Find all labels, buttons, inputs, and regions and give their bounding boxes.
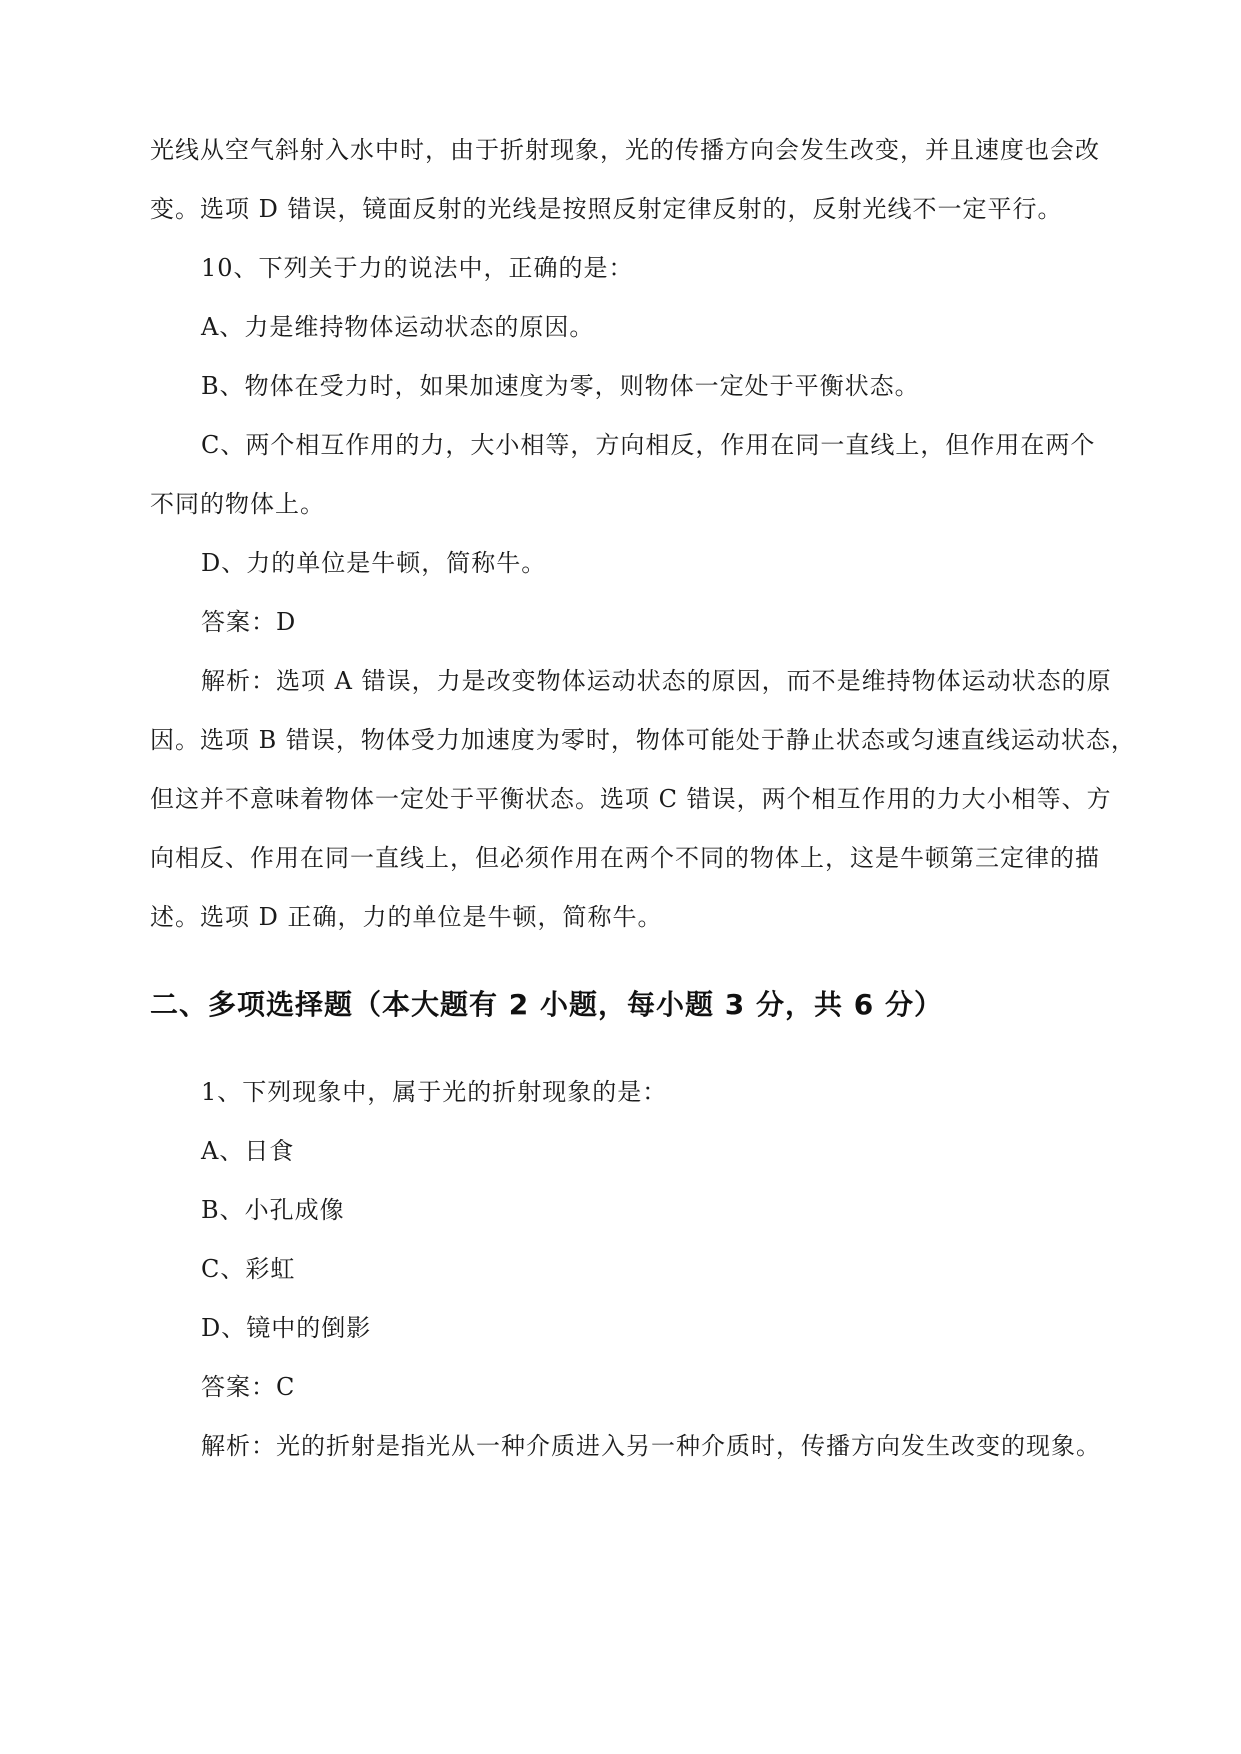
- question-10-analysis-line-4: 向相反、作用在同一直线上，但必须作用在两个不同的物体上，这是牛顿第三定律的描: [150, 844, 1100, 872]
- question-10-option-c-line-2: 不同的物体上。: [150, 490, 325, 518]
- question-10-analysis-line-5: 述。选项 D 正确，力的单位是牛顿，简称牛。: [150, 903, 663, 931]
- question-10-option-a: A、力是维持物体运动状态的原因。: [201, 313, 595, 341]
- multi-question-1-option-b: B、小孔成像: [201, 1196, 345, 1224]
- question-10-option-c-line-1: C、两个相互作用的力，大小相等，方向相反，作用在同一直线上，但作用在两个: [201, 431, 1096, 459]
- question-10-answer: 答案：D: [201, 608, 297, 636]
- multi-question-1-analysis-line-1: 解析：光的折射是指光从一种介质进入另一种介质时，传播方向发生改变的现象。: [201, 1432, 1101, 1460]
- multi-question-1-option-c: C、彩虹: [201, 1255, 296, 1283]
- multi-question-1-answer: 答案：C: [201, 1373, 296, 1401]
- question-10-stem: 10、下列关于力的说法中，正确的是：: [201, 254, 634, 282]
- multi-question-1-option-d: D、镜中的倒影: [201, 1314, 372, 1342]
- multi-question-1-option-a: A、日食: [201, 1137, 295, 1165]
- question-10-option-b: B、物体在受力时，如果加速度为零，则物体一定处于平衡状态。: [201, 372, 920, 400]
- question-10-analysis-line-3: 但这并不意味着物体一定处于平衡状态。选项 C 错误，两个相互作用的力大小相等、方: [150, 785, 1112, 813]
- question-10-option-d: D、力的单位是牛顿，简称牛。: [201, 549, 547, 577]
- section-2-heading: 二、多项选择题（本大题有 2 小题，每小题 3 分，共 6 分）: [150, 988, 943, 1021]
- prev-analysis-line-1: 光线从空气斜射入水中时，由于折射现象，光的传播方向会发生改变，并且速度也会改: [150, 136, 1100, 164]
- question-10-analysis-line-1: 解析：选项 A 错误，力是改变物体运动状态的原因，而不是维持物体运动状态的原: [201, 667, 1112, 695]
- question-10-analysis-line-2: 因。选项 B 错误，物体受力加速度为零时，物体可能处于静止状态或匀速直线运动状态，: [150, 726, 1136, 754]
- multi-question-1-stem: 1、下列现象中，属于光的折射现象的是：: [201, 1078, 668, 1106]
- prev-analysis-line-2: 变。选项 D 错误，镜面反射的光线是按照反射定律反射的，反射光线不一定平行。: [150, 195, 1063, 223]
